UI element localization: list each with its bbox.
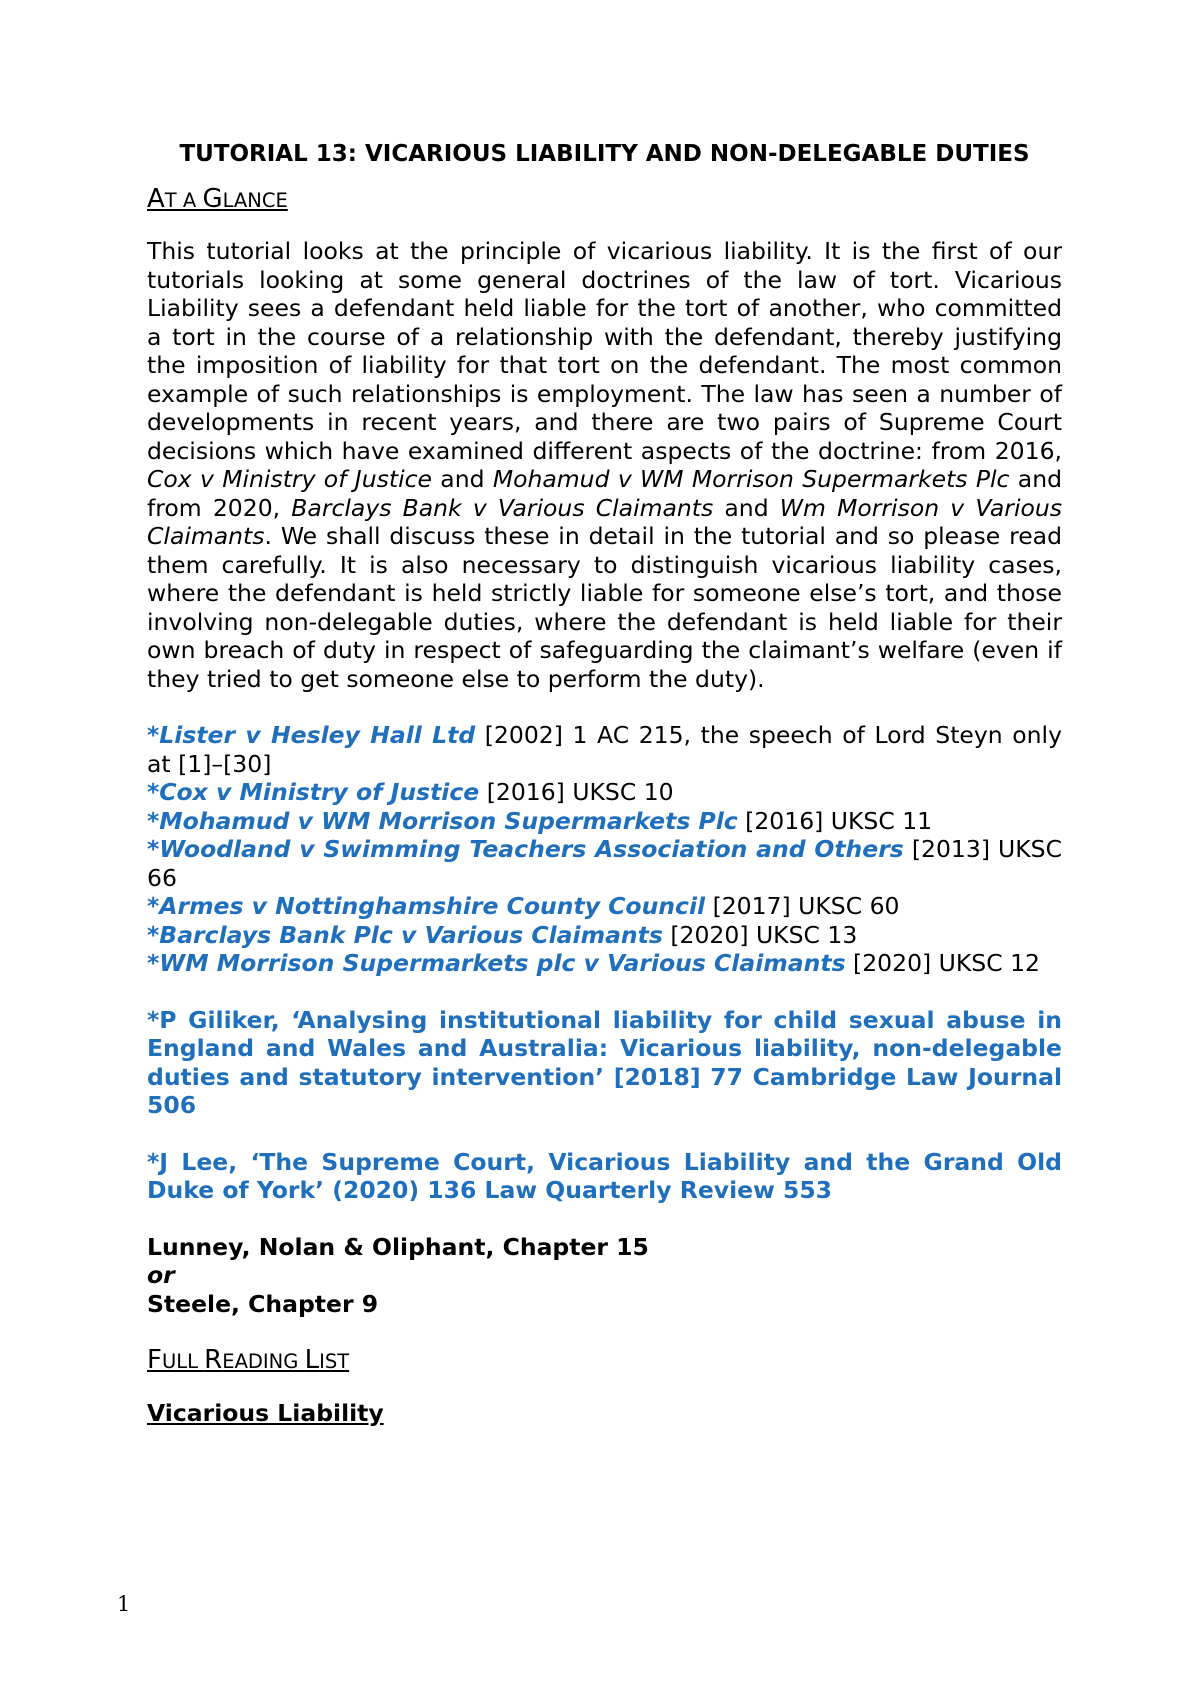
textbook-steele: Steele, Chapter 9 [147,1289,379,1318]
case-citation: [2020] UKSC 13 [662,920,858,949]
intro-case-morrison: Wm Morrison v Various Claimants [147,493,1062,550]
page-number: 1 [117,1592,131,1616]
case-link[interactable]: *Mohamud v WM Morrison Supermarkets Plc [147,806,738,835]
case-citation: [2002] 1 AC 215, the speech of Lord Steyn only at [1]–[30] [147,721,1062,778]
case-citation: [2020] UKSC 12 [845,949,1040,977]
heading-glance-letter-g: G [202,183,223,214]
heading-full-reading-list [147,1346,1062,1377]
case-citation: [2016] UKSC 11 [737,806,933,835]
document-body [147,140,1062,1427]
heading-glance-smallcaps-1: T A [164,188,203,212]
heading-reading-smallcaps-3: IST [319,1350,350,1373]
case-citation: [2016] UKSC 10 [479,778,674,806]
case-list [147,721,1062,978]
textbook-list [147,1233,1062,1319]
case-citation: [2017] UKSC 60 [705,892,900,920]
case-reference [147,721,1062,778]
case-reference [147,778,1062,807]
case-reference [147,921,1062,950]
heading-reading-letter-f: F [147,1345,162,1375]
intro-case-cox: Cox v Ministry of Justice [147,465,432,493]
case-citation: [2013] UKSC 66 [147,835,1062,892]
intro-and-1: and [431,465,493,493]
case-reference [147,807,1062,836]
intro-and-3: and [713,493,780,522]
intro-case-mohamud: Mohamud v WM Morrison Supermarkets Plc [492,465,1010,493]
case-reference [147,835,1062,892]
page-title: TUTORIAL 13: VICARIOUS LIABILITY AND NON-DELEGABLE DUTIES [179,141,1030,167]
heading-reading-letter-l: L [304,1345,320,1375]
case-link[interactable]: *Woodland v Swimming Teachers Association and Others [147,835,904,863]
subheading-vicarious-liability: Vicarious Liability [147,1398,384,1427]
intro-case-barclays: Barclays Bank v Various Claimants [291,493,714,522]
textbook-or: or [147,1261,175,1289]
heading-at-a-glance [147,185,1062,216]
article-link-giliker[interactable]: *P Giliker, ‘Analysing institutional liability for child sexual abuse in England and Wales and Australia: Vicarious liability, non-delegable duties and statutory intervention’ [2018] 77 Cambridge Law Journal 506 [147,1005,1062,1119]
case-link[interactable]: *Lister v Hesley Hall Ltd [147,721,476,749]
case-link[interactable]: *Armes v Nottinghamshire County Council [147,892,706,920]
intro-and-2: and from 2020, [147,465,1063,522]
heading-reading-smallcaps-1: ULL [161,1350,205,1373]
heading-reading-letter-r: R [204,1345,223,1375]
heading-glance-letter-a: A [147,183,165,214]
case-link[interactable]: *Cox v Ministry of Justice [147,778,480,806]
intro-text-2: . We shall discuss these in detail in the tutorial and so please read them carefully. It is also necessary to distinguish vicarious liability cases, where the defendant is held strictly liable for someone else’s tort, and those involving non-delegable duties, where the defendant is held liable for their own breach of duty in respect of safeguarding the claimant’s welfare (even if they tried to get someone else to perform the duty). [147,522,1062,693]
case-link[interactable]: *WM Morrison Supermarkets plc v Various Claimants [147,949,846,977]
case-reference [147,892,1062,921]
heading-glance-smallcaps-2: LANCE [222,188,288,212]
case-link[interactable]: *Barclays Bank Plc v Various Claimants [147,920,663,949]
case-reference [147,949,1062,978]
intro-paragraph [147,237,1062,693]
intro-text-1: This tutorial looks at the principle of vicarious liability. It is the first of our tutorials looking at some general doctrines of the law of tort. Vicarious Liability sees a defendant held liable for the tort of another, who committed a tort in the course of a relationship with the defendant, thereby justifying the imposition of liability for that tort on the defendant. The most common example of such relationships is employment. The law has seen a number of developments in recent years, and there are two pairs of Supreme Court decisions which have examined different aspects of the doctrine: from 2016, [147,237,1062,465]
article-link-lee[interactable]: *J Lee, ‘The Supreme Court, Vicarious Liability and the Grand Old Duke of York’ (2020) 136 Law Quarterly Review 553 [147,1147,1062,1204]
textbook-lunney: Lunney, Nolan & Oliphant, Chapter 15 [147,1232,649,1261]
heading-reading-smallcaps-2: EADING [222,1350,305,1373]
